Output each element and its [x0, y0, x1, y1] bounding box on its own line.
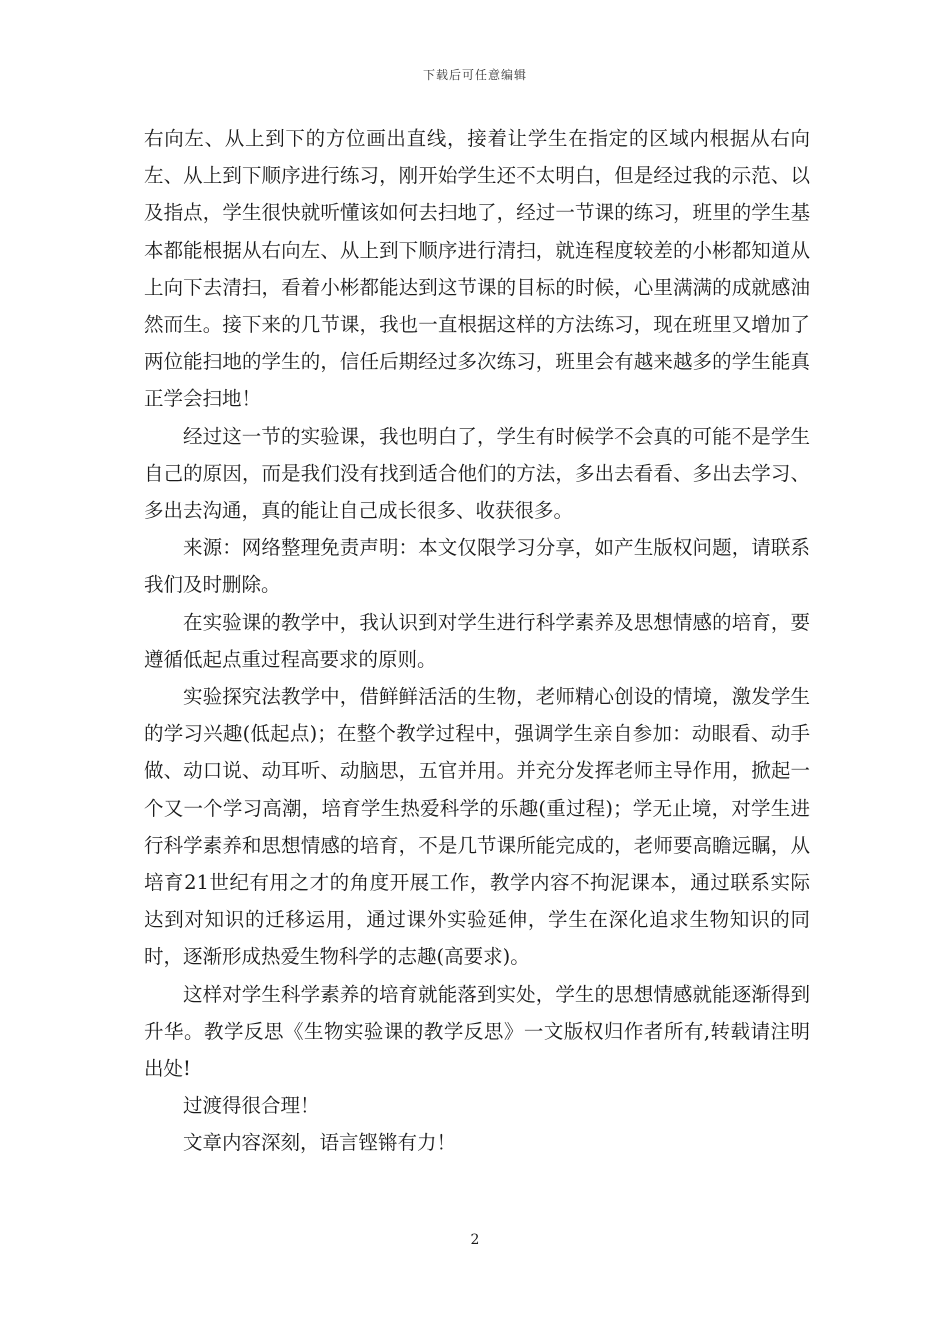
- paragraph-comment-2: 文章内容深刻，语言铿锵有力！: [183, 1131, 457, 1155]
- page-header: 下载后可任意编辑: [422, 68, 527, 82]
- page-number: 2: [470, 1232, 480, 1248]
- paragraph-principle: 在实验课的教学中，我认识到对学生进行科学素养及思想情感的培育，要遵循低起点重过程高要求的原则。: [144, 610, 810, 671]
- paragraph-conclusion: 这样对学生科学素养的培育就能落到实处，学生的思想情感就能逐渐得到升华。教学反思《生物实验课的教学反思》一文版权归作者所有,转载请注明出处!: [144, 982, 810, 1081]
- paragraph-reflection: 经过这一节的实验课，我也明白了，学生有时候学不会真的可能不是学生自己的原因，而是我们没有找到适合他们的方法，多出去看看、多出去学习、多出去沟通，真的能让自己成长很多、收获很多。: [144, 424, 810, 523]
- document-body: [144, 120, 810, 1162]
- paragraph-comment-1: 过渡得很合理！: [183, 1094, 320, 1118]
- paragraph-method: 实验探究法教学中，借鲜鲜活活的生物，老师精心创设的情境，激发学生的学习兴趣(低起点)；在整个教学过程中，强调学生亲自参加：动眼看、动手做、动口说、动耳听、动脑思，五官并用。并充分发挥老师主导作用，掀起一个又一个学习高潮，培育学生热爱科学的乐趣(重过程)；学无止境，对学生进行科学素养和思想情感的培育，不是几节课所能完成的，老师要高瞻远瞩，从培育21世纪有用之才的角度开展工作，教学内容不拘泥课本，通过联系实际达到对知识的迁移运用，通过课外实验延伸，学生在深化追求生物知识的同时，逐渐形成热爱生物科学的志趣(高要求)。: [144, 685, 810, 969]
- paragraph-disclaimer: 来源：网络整理免责声明：本文仅限学习分享，如产生版权问题，请联系我们及时删除。: [144, 536, 810, 597]
- paragraph-continuation: 右向左、从上到下的方位画出直线，接着让学生在指定的区域内根据从右向左、从上到下顺序进行练习，刚开始学生还不太明白，但是经过我的示范、以及指点，学生很快就听懂该如何去扫地了，经过一节课的练习，班里的学生基本都能根据从右向左、从上到下顺序进行清扫，就连程度较差的小彬都知道从上向下去清扫，看着小彬都能达到这节课的目标的时候，心里满满的成就感油然而生。接下来的几节课，我也一直根据这样的方法练习，现在班里又增加了两位能扫地的学生的，信任后期经过多次练习，班里会有越来越多的学生能真正学会扫地！: [144, 127, 810, 411]
